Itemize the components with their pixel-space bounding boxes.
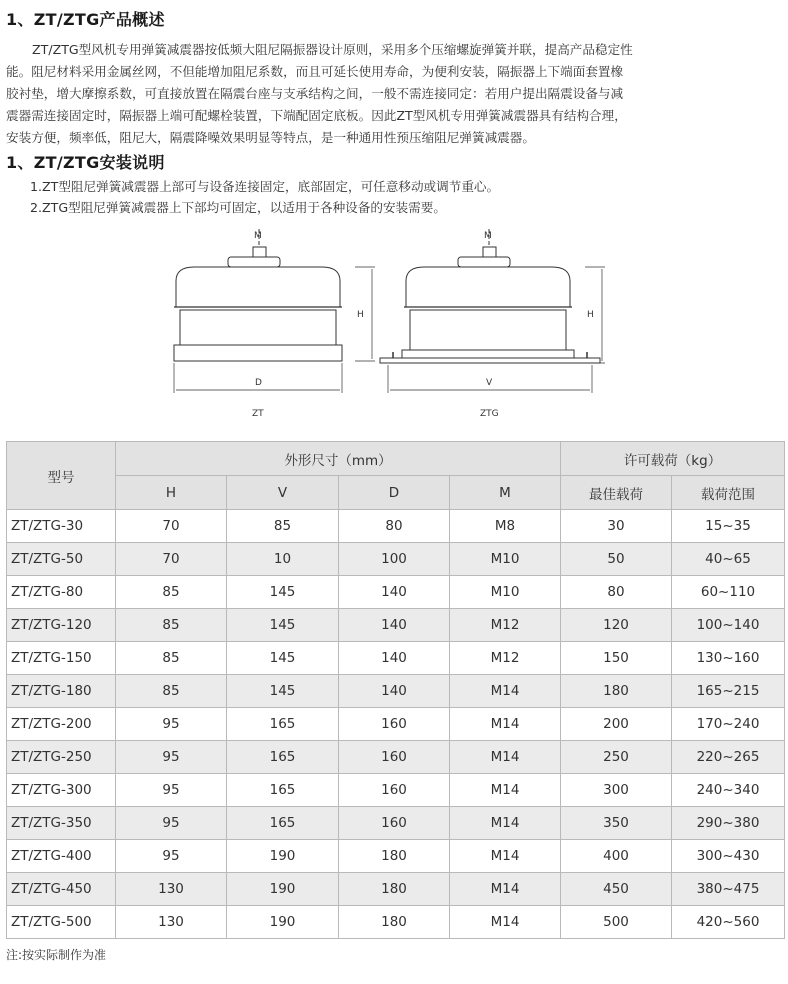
cell-v: 145: [227, 609, 339, 642]
zt-label-d: D: [255, 378, 262, 388]
cell-load-range: 290~380: [672, 807, 785, 840]
zt-label-h: H: [357, 310, 364, 320]
installation-item-2: 2.ZTG型阻尼弹簧减震器上下部均可固定，以适用于各种设备的安装需要。: [30, 200, 446, 215]
cell-best-load: 200: [561, 708, 672, 741]
table-row: [7, 840, 785, 873]
cell-h: 95: [116, 840, 227, 873]
cell-m: M10: [450, 543, 561, 576]
subheader-h: H: [116, 476, 227, 510]
technical-drawings: [0, 215, 788, 435]
cell-h: 95: [116, 708, 227, 741]
cell-model: ZT/ZTG-250: [7, 741, 116, 774]
cell-d: 140: [339, 642, 450, 675]
cell-h: 95: [116, 774, 227, 807]
cell-h: 85: [116, 576, 227, 609]
overview-paragraph: [6, 39, 784, 149]
cell-m: M14: [450, 774, 561, 807]
ztg-label-m: M: [484, 231, 492, 241]
cell-m: M12: [450, 609, 561, 642]
cell-d: 180: [339, 906, 450, 939]
table-row: [7, 576, 785, 609]
cell-m: M14: [450, 675, 561, 708]
cell-best-load: 180: [561, 675, 672, 708]
cell-m: M14: [450, 741, 561, 774]
paragraph-line: ZT/ZTG型风机专用弹簧减震器按低频大阻尼隔振器设计原则，采用多个压缩螺旋弹簧并联，提高产品稳定性: [32, 42, 633, 57]
cell-best-load: 500: [561, 906, 672, 939]
zt-label-m: M: [254, 231, 262, 241]
paragraph-line: 安装方便，频率低，阻尼大，隔震降噪效果明显等特点，是一种通用性预压缩阻尼弹簧减震器。: [6, 130, 535, 145]
cell-d: 100: [339, 543, 450, 576]
cell-load-range: 380~475: [672, 873, 785, 906]
table-row: [7, 708, 785, 741]
cell-model: ZT/ZTG-80: [7, 576, 116, 609]
cell-best-load: 250: [561, 741, 672, 774]
cell-model: ZT/ZTG-150: [7, 642, 116, 675]
cell-d: 180: [339, 840, 450, 873]
table-row: [7, 807, 785, 840]
cell-d: 180: [339, 873, 450, 906]
cell-model: ZT/ZTG-50: [7, 543, 116, 576]
cell-d: 140: [339, 576, 450, 609]
cell-h: 130: [116, 873, 227, 906]
spec-table-body: [7, 510, 785, 939]
cell-model: ZT/ZTG-120: [7, 609, 116, 642]
cell-model: ZT/ZTG-200: [7, 708, 116, 741]
cell-model: ZT/ZTG-30: [7, 510, 116, 543]
cell-best-load: 80: [561, 576, 672, 609]
cell-load-range: 420~560: [672, 906, 785, 939]
table-row: [7, 675, 785, 708]
subheader-v: V: [227, 476, 339, 510]
cell-h: 85: [116, 675, 227, 708]
cell-model: ZT/ZTG-450: [7, 873, 116, 906]
cell-best-load: 450: [561, 873, 672, 906]
cell-h: 70: [116, 543, 227, 576]
cell-v: 165: [227, 708, 339, 741]
table-row: [7, 642, 785, 675]
subheader-best-load: 最佳载荷: [561, 476, 672, 510]
table-row: [7, 609, 785, 642]
cell-m: M8: [450, 510, 561, 543]
cell-d: 80: [339, 510, 450, 543]
cell-h: 95: [116, 741, 227, 774]
cell-m: M14: [450, 708, 561, 741]
cell-m: M14: [450, 807, 561, 840]
cell-model: ZT/ZTG-400: [7, 840, 116, 873]
ztg-label-h: H: [587, 310, 594, 320]
subheader-d: D: [339, 476, 450, 510]
cell-model: ZT/ZTG-350: [7, 807, 116, 840]
subheader-load-range: 载荷范围: [672, 476, 785, 510]
cell-load-range: 300~430: [672, 840, 785, 873]
cell-m: M14: [450, 840, 561, 873]
table-row: [7, 774, 785, 807]
zt-drawing: [174, 229, 375, 393]
cell-m: M14: [450, 873, 561, 906]
ztg-label-v: V: [486, 378, 493, 388]
zt-caption: ZT: [252, 409, 264, 419]
cell-model: ZT/ZTG-300: [7, 774, 116, 807]
cell-best-load: 50: [561, 543, 672, 576]
cell-load-range: 165~215: [672, 675, 785, 708]
cell-best-load: 300: [561, 774, 672, 807]
section-title-installation: 1、ZT/ZTG安装说明: [6, 153, 165, 172]
cell-load-range: 15~35: [672, 510, 785, 543]
header-dimensions: 外形尺寸（mm）: [116, 442, 561, 476]
cell-m: M10: [450, 576, 561, 609]
cell-h: 70: [116, 510, 227, 543]
cell-v: 190: [227, 873, 339, 906]
cell-h: 85: [116, 642, 227, 675]
table-row: [7, 510, 785, 543]
cell-load-range: 40~65: [672, 543, 785, 576]
cell-v: 145: [227, 675, 339, 708]
ztg-caption: ZTG: [480, 409, 499, 419]
header-load: 许可载荷（kg）: [561, 442, 785, 476]
cell-best-load: 400: [561, 840, 672, 873]
cell-v: 165: [227, 807, 339, 840]
cell-v: 190: [227, 840, 339, 873]
cell-best-load: 350: [561, 807, 672, 840]
installation-item-1: 1.ZT型阻尼弹簧减震器上部可与设备连接固定，底部固定，可任意移动或调节重心。: [30, 179, 500, 194]
cell-v: 10: [227, 543, 339, 576]
cell-v: 145: [227, 642, 339, 675]
cell-model: ZT/ZTG-180: [7, 675, 116, 708]
table-row: [7, 873, 785, 906]
section-title-overview: 1、ZT/ZTG产品概述: [6, 10, 165, 29]
cell-load-range: 100~140: [672, 609, 785, 642]
footnote: 注:按实际制作为准: [6, 948, 107, 962]
table-row: [7, 906, 785, 939]
cell-model: ZT/ZTG-500: [7, 906, 116, 939]
cell-d: 160: [339, 774, 450, 807]
cell-v: 190: [227, 906, 339, 939]
table-row: [7, 741, 785, 774]
cell-v: 145: [227, 576, 339, 609]
ztg-drawing: [380, 229, 605, 393]
cell-best-load: 150: [561, 642, 672, 675]
cell-load-range: 240~340: [672, 774, 785, 807]
cell-best-load: 30: [561, 510, 672, 543]
cell-load-range: 220~265: [672, 741, 785, 774]
spec-table: [6, 441, 785, 939]
paragraph-line: 胶衬垫，增大摩擦系数，可直接放置在隔震台座与支承结构之间，一般不需连接同定：若用户提出隔震设备与减: [6, 86, 624, 101]
cell-d: 160: [339, 807, 450, 840]
cell-d: 160: [339, 708, 450, 741]
subheader-m: M: [450, 476, 561, 510]
cell-load-range: 60~110: [672, 576, 785, 609]
cell-v: 85: [227, 510, 339, 543]
table-row: [7, 543, 785, 576]
cell-h: 130: [116, 906, 227, 939]
paragraph-line: 能。阻尼材料采用金属丝网，不但能增加阻尼系数，而且可延长使用寿命，为便利安装，隔振器上下端面套置橡: [6, 64, 624, 79]
cell-v: 165: [227, 774, 339, 807]
cell-d: 140: [339, 675, 450, 708]
paragraph-line: 震器需连接固定时，隔振器上端可配螺栓装置，下端配固定底板。因此ZT型风机专用弹簧减震器具有结构合理，: [6, 108, 627, 123]
cell-m: M12: [450, 642, 561, 675]
cell-d: 140: [339, 609, 450, 642]
cell-h: 85: [116, 609, 227, 642]
cell-load-range: 170~240: [672, 708, 785, 741]
cell-h: 95: [116, 807, 227, 840]
cell-d: 160: [339, 741, 450, 774]
cell-best-load: 120: [561, 609, 672, 642]
cell-load-range: 130~160: [672, 642, 785, 675]
cell-m: M14: [450, 906, 561, 939]
header-model: 型号: [7, 442, 116, 510]
cell-v: 165: [227, 741, 339, 774]
